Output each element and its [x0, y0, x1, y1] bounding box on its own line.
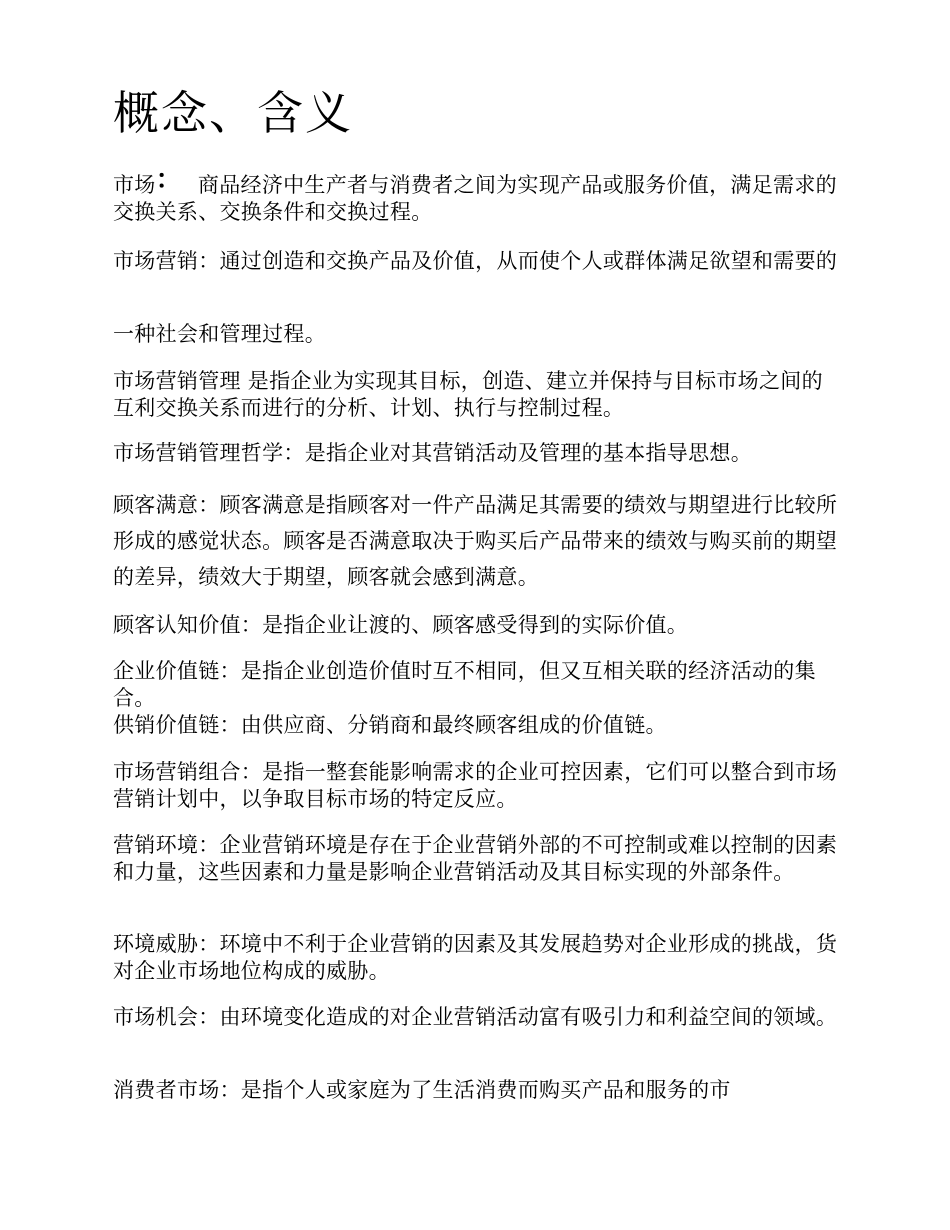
definition-market: 商品经济中生产者与消费者之间为实现产品或服务价值，满足需求的交换关系、交换条件和交换过程。 — [113, 173, 837, 224]
paragraph-marketing-mix: 市场营销组合：是指一整套能影响需求的企业可控因素，它们可以整合到市场营销计划中，以争取目标市场的特定反应。 — [113, 760, 838, 811]
paragraph-marketing-continued: 一种社会和管理过程。 — [113, 322, 326, 346]
paragraph-customer-perceived-value: 顾客认知价值：是指企业让渡的、顾客感受得到的实际价值。 — [113, 613, 689, 637]
paragraph-customer-satisfaction: 顾客满意：顾客满意是指顾客对一件产品满足其需要的绩效与期望进行比较所形成的感觉状态。顾客是否满意取决于购买后产品带来的绩效与购买前的期望的差异，绩效大于期望，顾客就会感到满意。 — [113, 493, 838, 589]
paragraph-consumer-market: 消费者市场：是指个人或家庭为了生活消费而购买产品和服务的市 — [113, 1078, 731, 1102]
paragraph-marketing-environment: 营销环境：企业营销环境是存在于企业营销外部的不可控制或难以控制的因素和力量，这些因素和力量是影响企业营销活动及其目标实现的外部条件。 — [113, 833, 838, 884]
paragraph-supply-value-chain: 供销价值链：由供应商、分销商和最终顾客组成的价值链。 — [113, 713, 667, 737]
term-market: 市场 — [113, 173, 156, 197]
paragraph-marketing-management: 市场营销管理 是指企业为实现其目标，创造、建立并保持与目标市场之间的互利交换关系而进行的分析、计划、执行与控制过程。 — [113, 369, 823, 420]
paragraph-environmental-threat: 环境威胁：环境中不利于企业营销的因素及其发展趋势对企业形成的挑战，货对企业市场地位构成的威胁。 — [113, 932, 838, 983]
term-colon: ： — [155, 165, 182, 195]
paragraph-market-opportunity: 市场机会：由环境变化造成的对企业营销活动富有吸引力和利益空间的领域。 — [113, 1005, 838, 1029]
paragraph-enterprise-value-chain: 企业价值链：是指企业创造价值时互不相同，但又互相关联的经济活动的集合。 — [113, 659, 816, 710]
page-title: 概念、含义 — [113, 86, 353, 140]
paragraph-market — [113, 165, 843, 226]
paragraph-management-philosophy: 市场营销管理哲学：是指企业对其营销活动及管理的基本指导思想。 — [113, 441, 752, 465]
paragraph-marketing: 市场营销：通过创造和交换产品及价值，从而使个人或群体满足欲望和需要的 — [113, 249, 838, 273]
